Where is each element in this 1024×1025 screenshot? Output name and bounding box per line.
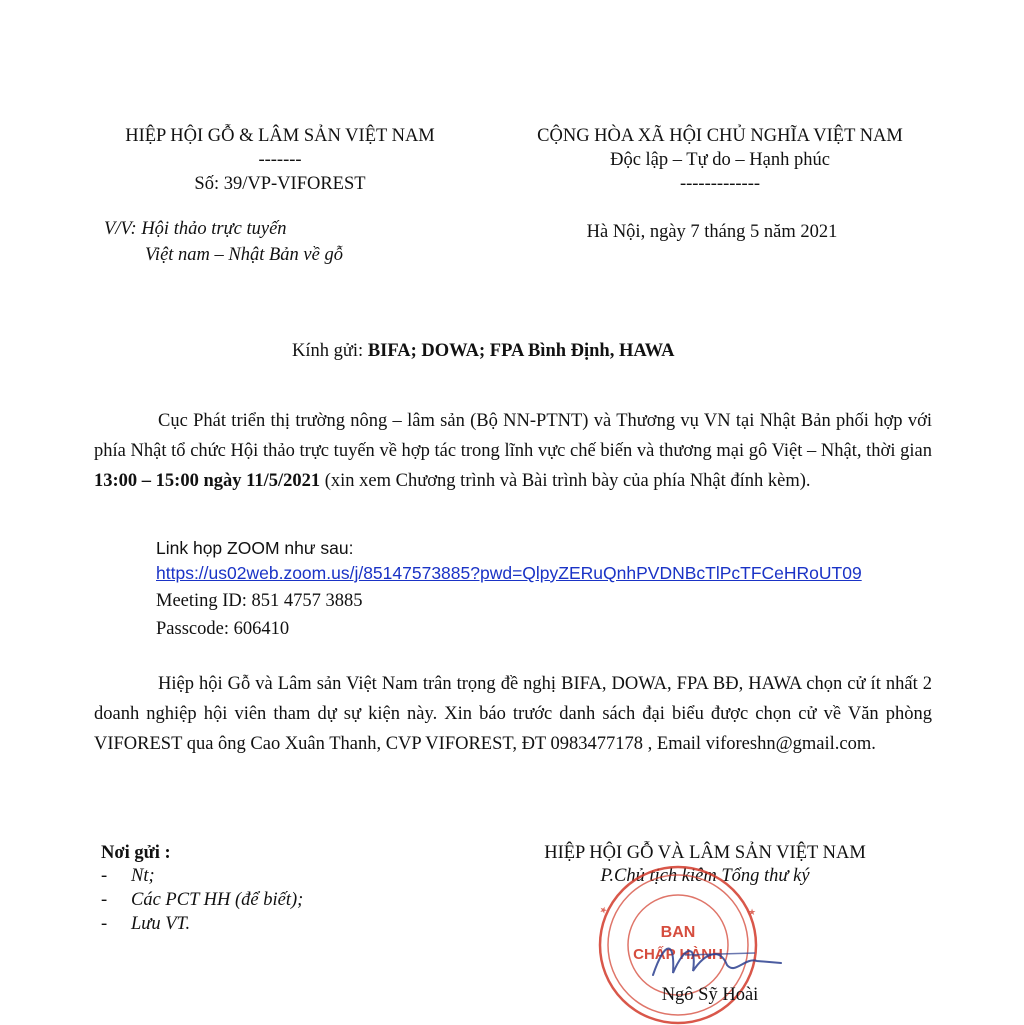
send-to-item-text: Nt;: [131, 866, 155, 886]
stamp-text-2: CHẤP HÀNH: [633, 946, 723, 963]
passcode: Passcode: 606410: [156, 619, 290, 639]
stamp-text-1: BAN: [660, 924, 696, 941]
svg-text:★: ★: [748, 907, 757, 917]
org-divider: -------: [258, 150, 302, 170]
send-to-item: - Các PCT HH (để biết);: [101, 890, 304, 910]
recipients-names: BIFA; DOWA; FPA Bình Định, HAWA: [367, 341, 675, 361]
p1-text-2: (xin xem Chương trình và Bài trình bày của phía Nhật đính kèm).: [320, 471, 811, 491]
send-to-label-text: Nơi gửi :: [101, 843, 171, 863]
zoom-link[interactable]: https://us02web.zoom.us/j/85147573885?pwd=QlpyZERuQnhPVDNBcTlPcTFCeHRoUT09: [156, 563, 862, 583]
send-to-label: [101, 843, 171, 864]
p2-text: Hiệp hội Gỗ và Lâm sản Việt Nam trân trọng đề nghị BIFA, DOWA, FPA BĐ, HAWA chọn cử ít nhất 2 doanh nghiệp hội viên tham dự sự kiện này. Xin báo trước danh sách đại biểu được chọn cử về Văn phòng VIFOREST qua ông Cao Xuân Thanh, CVP VIFOREST, ĐT 0983477178 , Email viforeshn@gmail.com.: [94, 674, 932, 754]
p1-text-1: Cục Phát triển thị trường nông – lâm sản (Bộ NN-PTNT) và Thương vụ VN tại Nhật Bản phối hợp với phía Nhật tổ chức Hội thảo trực tuyến về hợp tác trong lĩnh vực chế biến và thương mại gô Việt – Nhật, thời gian: [94, 411, 932, 461]
signer-organization: HIỆP HỘI GỖ VÀ LÂM SẢN VIỆT NAM: [544, 843, 866, 863]
document-date: Hà Nội, ngày 7 tháng 5 năm 2021: [586, 222, 838, 242]
motto-divider: -------------: [679, 174, 761, 194]
org-name: HIỆP HỘI GỖ & LÂM SẢN VIỆT NAM: [125, 126, 435, 146]
subject-line-2: Việt nam – Nhật Bản về gỗ: [145, 245, 343, 265]
republic-name: CỘNG HÒA XÃ HỘI CHỦ NGHĨA VIỆT NAM: [537, 126, 903, 146]
meeting-id: Meeting ID: 851 4757 3885: [156, 591, 363, 611]
document-number: Số: 39/VP-VIFOREST: [194, 174, 366, 194]
body-paragraph-1: [94, 406, 932, 496]
send-to-item-text: Lưu VT.: [131, 914, 191, 934]
p1-time: 13:00 – 15:00 ngày 11/5/2021: [94, 471, 321, 491]
body-paragraph-2: [94, 669, 932, 759]
signer-title: P.Chủ tịch kiêm Tổng thư ký: [600, 866, 810, 886]
handwritten-signature: [645, 935, 785, 985]
send-to-item-text: Các PCT HH (để biết);: [131, 890, 304, 910]
national-motto: Độc lập – Tự do – Hạnh phúc: [610, 150, 830, 170]
subject-line-1: V/V: Hội thảo trực tuyến: [104, 219, 287, 239]
send-to-item: - Nt;: [101, 866, 155, 886]
zoom-label: Link họp ZOOM như sau:: [156, 538, 354, 558]
signer-name: Ngô Sỹ Hoài: [661, 985, 759, 1005]
send-to-item: - Lưu VT.: [101, 914, 191, 934]
recipients-label: Kính gửi:: [292, 341, 368, 361]
recipients: [292, 341, 674, 362]
svg-text:★: ★: [596, 903, 610, 917]
